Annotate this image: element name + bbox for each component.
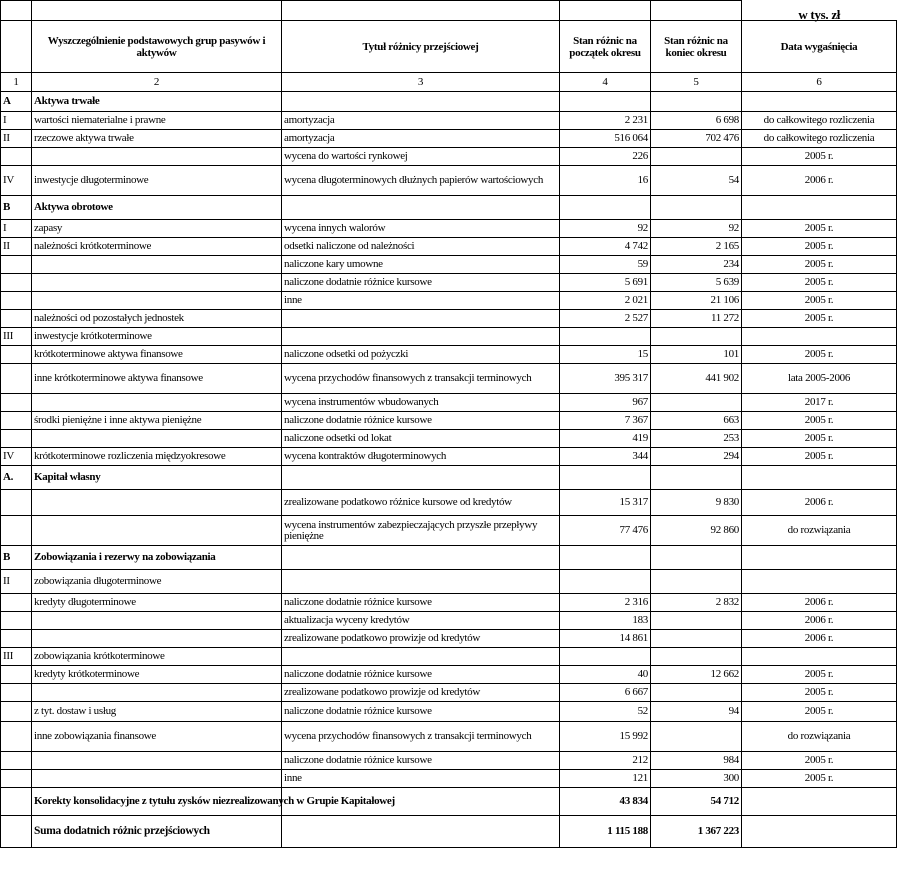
row-group <box>32 612 282 630</box>
row-expiry: do całkowitego rozliczenia <box>742 112 897 130</box>
row-end-value <box>651 196 742 220</box>
row-start-value: 2 316 <box>560 594 651 612</box>
row-start-value: 2 527 <box>560 310 651 328</box>
table-row <box>1 570 897 594</box>
row-title: wycena instrumentów zabezpieczających przyszłe przepływy pieniężne <box>282 516 560 546</box>
table-row <box>1 346 897 364</box>
row-code <box>1 702 32 722</box>
row-group: zobowiązania krótkoterminowe <box>32 648 282 666</box>
header-row <box>1 21 897 73</box>
row-expiry: 2005 r. <box>742 310 897 328</box>
row-title: zrealizowane podatkowo prowizje od kredytów <box>282 684 560 702</box>
row-title: naliczone dodatnie różnice kursowe <box>282 666 560 684</box>
row-expiry: 2006 r. <box>742 594 897 612</box>
row-start-value: 967 <box>560 394 651 412</box>
row-start-value: 6 667 <box>560 684 651 702</box>
row-title: wycena przychodów finansowych z transakcji terminowych <box>282 364 560 394</box>
total-row <box>1 816 897 848</box>
row-start-value <box>560 196 651 220</box>
row-title: inne <box>282 292 560 310</box>
row-group: zapasy <box>32 220 282 238</box>
table-row <box>1 130 897 148</box>
row-end-value: 2 832 <box>651 594 742 612</box>
row-start-value: 419 <box>560 430 651 448</box>
row-title: zrealizowane podatkowo różnice kursowe od kredytów <box>282 490 560 516</box>
row-group: Aktywa obrotowe <box>32 196 282 220</box>
row-title: naliczone dodatnie różnice kursowe <box>282 702 560 722</box>
row-expiry: 2017 r. <box>742 394 897 412</box>
table-row <box>1 430 897 448</box>
table-row <box>1 666 897 684</box>
row-code: IV <box>1 166 32 196</box>
row-start-value: 40 <box>560 666 651 684</box>
column-number: 1 <box>1 73 32 92</box>
row-start-value: 4 742 <box>560 238 651 256</box>
row-end-value: 1 367 223 <box>651 816 742 848</box>
row-expiry <box>742 648 897 666</box>
row-expiry: 2005 r. <box>742 448 897 466</box>
row-group: inne krótkoterminowe aktywa finansowe <box>32 364 282 394</box>
row-start-value: 59 <box>560 256 651 274</box>
row-start-value <box>560 466 651 490</box>
header-cell <box>1 21 32 73</box>
row-group: inne zobowiązania finansowe <box>32 722 282 752</box>
section-row <box>1 196 897 220</box>
row-title <box>282 328 560 346</box>
row-end-value: 2 165 <box>651 238 742 256</box>
row-group <box>32 274 282 292</box>
row-expiry: 2005 r. <box>742 238 897 256</box>
row-expiry: 2005 r. <box>742 702 897 722</box>
row-expiry <box>742 92 897 112</box>
row-end-value <box>651 684 742 702</box>
row-group <box>32 394 282 412</box>
row-start-value: 395 317 <box>560 364 651 394</box>
row-expiry: 2005 r. <box>742 274 897 292</box>
row-code: I <box>1 220 32 238</box>
row-end-value <box>651 328 742 346</box>
row-group: zobowiązania długoterminowe <box>32 570 282 594</box>
row-title: zrealizowane podatkowo prowizje od kredytów <box>282 630 560 648</box>
row-title: wycena przychodów finansowych z transakcji terminowych <box>282 722 560 752</box>
row-start-value: 5 691 <box>560 274 651 292</box>
row-title <box>282 196 560 220</box>
row-code <box>1 752 32 770</box>
row-expiry <box>742 546 897 570</box>
header-title: Tytuł różnicy przejściowej <box>282 21 560 73</box>
row-title: wycena instrumentów wbudowanych <box>282 394 560 412</box>
row-expiry: 2005 r. <box>742 220 897 238</box>
row-end-value: 92 <box>651 220 742 238</box>
row-group: kredyty krótkoterminowe <box>32 666 282 684</box>
row-end-value <box>651 546 742 570</box>
row-group: Suma dodatnich różnic przejściowych <box>32 816 282 848</box>
row-title: amortyzacja <box>282 112 560 130</box>
row-group <box>32 684 282 702</box>
row-code <box>1 788 32 816</box>
row-expiry: 2005 r. <box>742 292 897 310</box>
row-expiry: 2005 r. <box>742 684 897 702</box>
row-title <box>282 92 560 112</box>
row-title: wycena długoterminowych dłużnych papierów wartościowych <box>282 166 560 196</box>
row-end-value: 5 639 <box>651 274 742 292</box>
row-end-value: 663 <box>651 412 742 430</box>
row-code: II <box>1 570 32 594</box>
row-code: III <box>1 648 32 666</box>
row-group: krótkoterminowe rozliczenia międzyokresowe <box>32 448 282 466</box>
row-title: naliczone odsetki od lokat <box>282 430 560 448</box>
row-title: wycena innych walorów <box>282 220 560 238</box>
row-code <box>1 816 32 848</box>
row-code: I <box>1 112 32 130</box>
row-start-value: 16 <box>560 166 651 196</box>
row-expiry <box>742 570 897 594</box>
row-end-value <box>651 570 742 594</box>
row-group <box>32 430 282 448</box>
row-title: inne <box>282 770 560 788</box>
row-code <box>1 256 32 274</box>
row-end-value: 294 <box>651 448 742 466</box>
header-expiry-date: Data wygaśnięcia <box>742 21 897 73</box>
section-row <box>1 92 897 112</box>
row-start-value: 15 317 <box>560 490 651 516</box>
row-start-value <box>560 570 651 594</box>
row-start-value: 344 <box>560 448 651 466</box>
row-code <box>1 630 32 648</box>
row-expiry: 2005 r. <box>742 666 897 684</box>
row-end-value: 441 902 <box>651 364 742 394</box>
table-row <box>1 220 897 238</box>
row-group <box>32 256 282 274</box>
row-end-value: 11 272 <box>651 310 742 328</box>
row-code <box>1 490 32 516</box>
row-expiry: 2006 r. <box>742 630 897 648</box>
row-end-value: 92 860 <box>651 516 742 546</box>
row-group: należności krótkoterminowe <box>32 238 282 256</box>
table-row <box>1 752 897 770</box>
table-row <box>1 630 897 648</box>
table-row <box>1 292 897 310</box>
row-start-value: 7 367 <box>560 412 651 430</box>
row-start-value: 183 <box>560 612 651 630</box>
row-title: amortyzacja <box>282 130 560 148</box>
column-number: 5 <box>651 73 742 92</box>
row-start-value: 52 <box>560 702 651 722</box>
row-code <box>1 412 32 430</box>
row-expiry <box>742 816 897 848</box>
row-title: naliczone dodatnie różnice kursowe <box>282 274 560 292</box>
row-code: A. <box>1 466 32 490</box>
row-start-value <box>560 648 651 666</box>
table-row <box>1 516 897 546</box>
row-title: naliczone kary umowne <box>282 256 560 274</box>
table-row <box>1 722 897 752</box>
row-end-value: 6 698 <box>651 112 742 130</box>
row-end-value <box>651 722 742 752</box>
table-row <box>1 412 897 430</box>
row-title: naliczone dodatnie różnice kursowe <box>282 752 560 770</box>
row-start-value <box>560 546 651 570</box>
row-expiry: 2006 r. <box>742 612 897 630</box>
column-number: 6 <box>742 73 897 92</box>
row-code <box>1 430 32 448</box>
row-start-value <box>560 92 651 112</box>
row-end-value <box>651 630 742 648</box>
row-title <box>282 816 560 848</box>
section-row <box>1 466 897 490</box>
row-end-value <box>651 148 742 166</box>
row-group <box>32 630 282 648</box>
row-end-value: 984 <box>651 752 742 770</box>
row-start-value: 15 <box>560 346 651 364</box>
row-code: B <box>1 546 32 570</box>
row-expiry: do całkowitego rozliczenia <box>742 130 897 148</box>
row-group: inwestycje długoterminowe <box>32 166 282 196</box>
table-row <box>1 238 897 256</box>
row-end-value: 21 106 <box>651 292 742 310</box>
row-expiry: 2006 r. <box>742 490 897 516</box>
unit-row <box>1 1 897 21</box>
row-code <box>1 684 32 702</box>
row-code <box>1 666 32 684</box>
row-code: III <box>1 328 32 346</box>
row-start-value: 77 476 <box>560 516 651 546</box>
table-row <box>1 788 897 816</box>
header-start-balance: Stan różnic na początek okresu <box>560 21 651 73</box>
row-start-value: 516 064 <box>560 130 651 148</box>
row-group: Zobowiązania i rezerwy na zobowiązania <box>32 546 282 570</box>
row-group: środki pieniężne i inne aktywa pieniężne <box>32 412 282 430</box>
row-end-value: 300 <box>651 770 742 788</box>
row-code <box>1 516 32 546</box>
row-group: krótkoterminowe aktywa finansowe <box>32 346 282 364</box>
row-code <box>1 346 32 364</box>
row-start-value: 92 <box>560 220 651 238</box>
row-title <box>282 648 560 666</box>
row-title: wycena do wartości rynkowej <box>282 148 560 166</box>
row-end-value <box>651 92 742 112</box>
row-group <box>32 516 282 546</box>
row-code: II <box>1 130 32 148</box>
row-group <box>32 148 282 166</box>
row-end-value <box>651 648 742 666</box>
header-end-balance: Stan różnic na koniec okresu <box>651 21 742 73</box>
row-group: Kapitał własny <box>32 466 282 490</box>
row-title: odsetki naliczone od należności <box>282 238 560 256</box>
row-start-value: 43 834 <box>560 788 651 816</box>
row-expiry: do rozwiązania <box>742 516 897 546</box>
row-group <box>32 292 282 310</box>
row-end-value: 101 <box>651 346 742 364</box>
row-expiry <box>742 196 897 220</box>
table-row <box>1 256 897 274</box>
row-title: naliczone dodatnie różnice kursowe <box>282 412 560 430</box>
table-row <box>1 490 897 516</box>
row-end-value <box>651 466 742 490</box>
row-code <box>1 612 32 630</box>
table-row <box>1 328 897 346</box>
column-number: 2 <box>32 73 282 92</box>
row-end-value: 54 712 <box>651 788 742 816</box>
row-code <box>1 364 32 394</box>
row-group: należności od pozostałych jednostek <box>32 310 282 328</box>
row-title: naliczone dodatnie różnice kursowe <box>282 594 560 612</box>
row-title: naliczone odsetki od pożyczki <box>282 346 560 364</box>
row-group: Aktywa trwałe <box>32 92 282 112</box>
row-expiry: 2005 r. <box>742 430 897 448</box>
row-expiry: 2005 r. <box>742 752 897 770</box>
row-expiry: 2006 r. <box>742 166 897 196</box>
row-code: IV <box>1 448 32 466</box>
table-row <box>1 702 897 722</box>
row-group: rzeczowe aktywa trwałe <box>32 130 282 148</box>
row-code <box>1 148 32 166</box>
table-row <box>1 310 897 328</box>
row-group: wartości niematerialne i prawne <box>32 112 282 130</box>
row-title <box>282 546 560 570</box>
row-code: A <box>1 92 32 112</box>
row-group: kredyty długoterminowe <box>32 594 282 612</box>
table-row <box>1 448 897 466</box>
row-start-value: 14 861 <box>560 630 651 648</box>
row-expiry: do rozwiązania <box>742 722 897 752</box>
row-start-value: 1 115 188 <box>560 816 651 848</box>
row-end-value <box>651 394 742 412</box>
row-title: wycena kontraktów długoterminowych <box>282 448 560 466</box>
row-end-value <box>651 612 742 630</box>
row-code <box>1 770 32 788</box>
table-row <box>1 166 897 196</box>
row-code <box>1 310 32 328</box>
row-code <box>1 274 32 292</box>
row-end-value: 54 <box>651 166 742 196</box>
table-row <box>1 148 897 166</box>
row-group: z tyt. dostaw i usług <box>32 702 282 722</box>
table-row <box>1 112 897 130</box>
row-group <box>32 752 282 770</box>
unit-label: w tys. zł <box>742 1 897 21</box>
table-row <box>1 684 897 702</box>
row-start-value: 226 <box>560 148 651 166</box>
row-expiry: 2005 r. <box>742 148 897 166</box>
row-expiry: 2005 r. <box>742 412 897 430</box>
row-group: inwestycje krótkoterminowe <box>32 328 282 346</box>
row-expiry <box>742 466 897 490</box>
row-expiry: 2005 r. <box>742 770 897 788</box>
row-start-value: 15 992 <box>560 722 651 752</box>
row-expiry: lata 2005-2006 <box>742 364 897 394</box>
row-code: II <box>1 238 32 256</box>
row-code <box>1 722 32 752</box>
row-title <box>282 570 560 594</box>
row-end-value: 12 662 <box>651 666 742 684</box>
row-end-value: 94 <box>651 702 742 722</box>
row-title <box>282 310 560 328</box>
table-row <box>1 770 897 788</box>
row-code <box>1 594 32 612</box>
table-row <box>1 364 897 394</box>
row-start-value: 212 <box>560 752 651 770</box>
row-group <box>32 770 282 788</box>
row-code <box>1 292 32 310</box>
row-start-value <box>560 328 651 346</box>
table-row <box>1 594 897 612</box>
row-group <box>32 490 282 516</box>
row-end-value: 702 476 <box>651 130 742 148</box>
table-row <box>1 394 897 412</box>
row-end-value: 253 <box>651 430 742 448</box>
column-number: 3 <box>282 73 560 92</box>
row-start-value: 2 021 <box>560 292 651 310</box>
table-row <box>1 274 897 292</box>
table-row <box>1 612 897 630</box>
row-title <box>282 466 560 490</box>
row-expiry: 2005 r. <box>742 256 897 274</box>
row-expiry <box>742 328 897 346</box>
column-number: 4 <box>560 73 651 92</box>
table-row <box>1 648 897 666</box>
row-end-value: 234 <box>651 256 742 274</box>
row-code <box>1 394 32 412</box>
header-group: Wyszczególnienie podstawowych grup pasywów i aktywów <box>32 21 282 73</box>
row-title: aktualizacja wyceny kredytów <box>282 612 560 630</box>
row-start-value: 2 231 <box>560 112 651 130</box>
row-end-value: 9 830 <box>651 490 742 516</box>
row-group: Korekty konsolidacyjne z tytułu zysków niezrealizowanych w Grupie Kapitałowej <box>32 788 282 816</box>
row-expiry: 2005 r. <box>742 346 897 364</box>
section-row <box>1 546 897 570</box>
column-number-row <box>1 73 897 92</box>
row-code: B <box>1 196 32 220</box>
row-start-value: 121 <box>560 770 651 788</box>
row-expiry <box>742 788 897 816</box>
